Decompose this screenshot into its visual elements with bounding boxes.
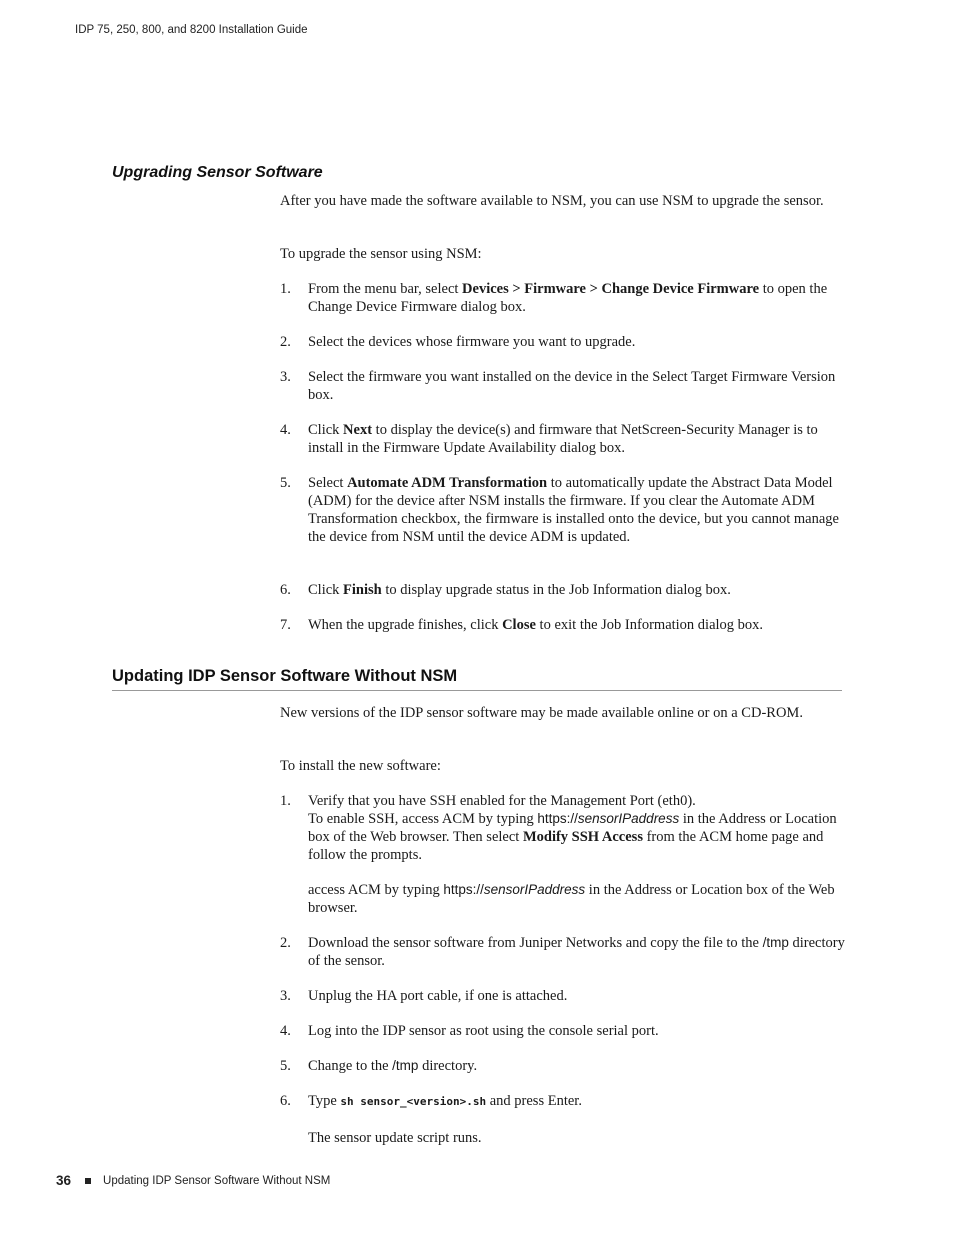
running-header: IDP 75, 250, 800, and 8200 Installation Guide — [75, 24, 308, 36]
sec2-intro: New versions of the IDP sensor software may be made available online or on a CD-ROM. — [280, 705, 803, 721]
step-number: 1. — [280, 793, 291, 809]
heading-rule — [112, 690, 842, 691]
sec2-step-6: 6. Type sh sensor_<version>.sh and press Enter. The sensor update script runs. — [280, 1092, 845, 1147]
sec1-step-7: 7. When the upgrade finishes, click Close to exit the Job Information dialog box. — [280, 617, 764, 633]
sec2-step-2: 2. Download the sensor software from Juniper Networks and copy the file to the /tmp directory of the sensor. — [280, 935, 845, 969]
step-number: 6. — [280, 1093, 291, 1109]
script-note: The sensor update script runs. — [308, 1130, 482, 1146]
sec1-step-6: 6. Click Finish to display upgrade status in the Job Information dialog box. — [280, 582, 731, 598]
square-bullet-icon — [85, 1178, 91, 1184]
sec1-step-2: 2. Select the devices whose firmware you want to upgrade. — [280, 334, 636, 350]
step-number: 3. — [280, 369, 291, 385]
step-number: 2. — [280, 935, 291, 951]
command-text: sh sensor_<version>.sh — [340, 1095, 487, 1108]
sec2-step-1: 1. Verify that you have SSH enabled for the Management Port (eth0). To enable SSH, access ACM by typing https://sensorIPaddress in the Address or Location box of the Web browser. Then select Modify SSH Access from the ACM home page and follow the prompts. access ACM by typing https://sensorIPaddress in the Address or Location box of the Web browser. — [280, 793, 837, 916]
sec1-intro: After you have made the software available to NSM, you can use NSM to upgrade the sensor. — [280, 193, 824, 209]
sec2-step-3: 3. Unplug the HA port cable, if one is attached. — [280, 988, 568, 1004]
sec1-step-4: 4. Click Next to display the device(s) and firmware that NetScreen-Security Manager is to install in the Firmware Update Availability dialog box. — [280, 422, 818, 456]
step-number: 6. — [280, 582, 291, 598]
step-number: 2. — [280, 334, 291, 350]
footer-section-title: Updating IDP Sensor Software Without NSM — [103, 1174, 331, 1187]
section-heading-without-nsm: Updating IDP Sensor Software Without NSM — [112, 667, 458, 685]
step-number: 5. — [280, 1058, 291, 1074]
step-number: 4. — [280, 422, 291, 438]
page-number: 36 — [56, 1173, 72, 1188]
section-heading-upgrading: Upgrading Sensor Software — [112, 164, 323, 181]
step-number: 3. — [280, 988, 291, 1004]
step-number: 1. — [280, 281, 291, 297]
sec1-lead: To upgrade the sensor using NSM: — [280, 246, 482, 262]
sec1-step-3: 3. Select the firmware you want installed on the device in the Select Target Firmware Version box. — [280, 369, 836, 403]
sec2-step-4: 4. Log into the IDP sensor as root using the console serial port. — [280, 1023, 659, 1039]
step-number: 4. — [280, 1023, 291, 1039]
sec2-lead: To install the new software: — [280, 758, 441, 774]
step-number: 5. — [280, 475, 291, 491]
page-footer — [56, 1173, 330, 1188]
sec2-step-5: 5. Change to the /tmp directory. — [280, 1058, 478, 1074]
sec1-step-5: 5. Select Automate ADM Transformation to automatically update the Abstract Data Model (ADM) for the device after NSM installs the firmware. If you clear the Automate ADM Transformation checkbox, the firmware is installed onto the device, but you cannot manage the device from NSM until the device ADM is updated. — [280, 475, 839, 545]
sec1-step-1: 1. From the menu bar, select Devices > Firmware > Change Device Firmware to open the Change Device Firmware dialog box. — [280, 281, 828, 315]
step-number: 7. — [280, 617, 291, 633]
